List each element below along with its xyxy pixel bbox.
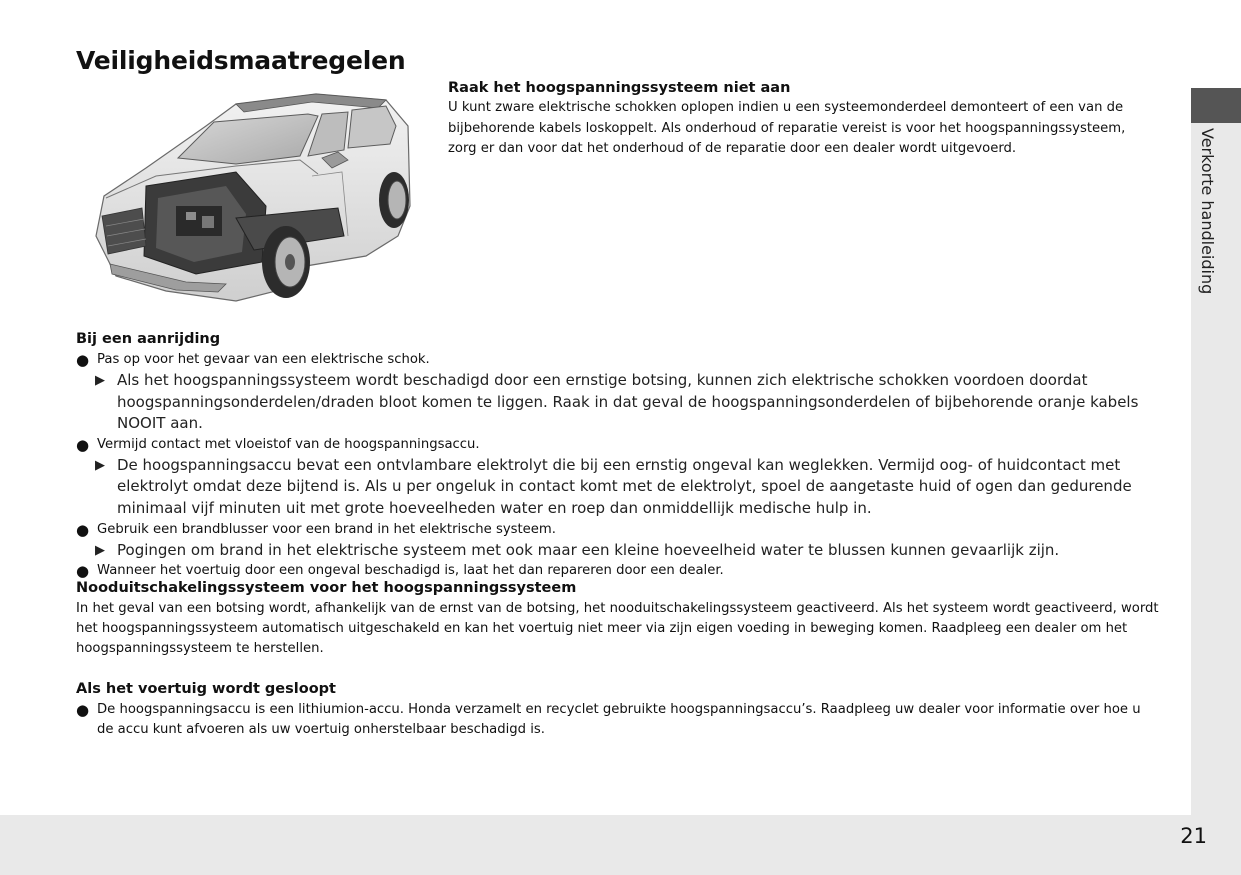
list-item — [76, 435, 1161, 455]
collision-section — [76, 330, 1161, 581]
arrow-icon: ▶ — [95, 373, 105, 388]
car-cutaway-illustration — [86, 86, 420, 308]
bullet-icon: ● — [76, 351, 90, 369]
scrapping-section — [76, 680, 1161, 740]
list-item — [76, 700, 1161, 740]
bullet-icon: ● — [76, 520, 90, 539]
footer-bar — [0, 815, 1191, 875]
sub-text: Pogingen om brand in het elektrische systeem met ook maar een kleine hoeveelheid water te blussen kunnen gevaarlijk zijn. — [117, 540, 1060, 559]
scrapping-heading: Als het voertuig wordt gesloopt — [76, 681, 336, 697]
intro-heading: Raak het hoogspanningssysteem niet aan — [448, 80, 791, 96]
arrow-icon: ▶ — [95, 542, 105, 558]
list-item — [76, 520, 1161, 540]
bullet-text: Vermijd contact met vloeistof van de hoogspanningsaccu. — [97, 436, 480, 452]
sub-text: Als het hoogspanningssysteem wordt beschadigd door een ernstige botsing, kunnen zich elektrische schokken voordoen doordat hoogspanningsonderdelen/draden bloot komen te liggen. Raak in dat geval de hoogspanningsonderdelen of bijbehorende oranje kabels NOOIT aan. — [117, 371, 1139, 433]
sub-text: De hoogspanningsaccu bevat een ontvlambare elektrolyt die bij een ernstig ongeval kan weglekken. Vermijd oog- of huidcontact met elektrolyt omdat deze bijtend is. Als u per ongeluk in contact komt met de elektrolyt, spoel de aangetaste huid of ogen dan gedurende minimaal vijf minuten uit met grote hoeveelheden water en roep dan onmiddellijk medische hulp in. — [117, 455, 1132, 517]
bullet-text: Wanneer het voertuig door een ongeval beschadigd is, laat het dan repareren door een dealer. — [97, 563, 724, 579]
bullet-icon: ● — [76, 562, 90, 581]
page-title: Veiligheidsmaatregelen — [76, 46, 406, 75]
emergency-shutoff-section — [76, 579, 1161, 659]
side-tab-label: Verkorte handleiding — [1198, 128, 1217, 295]
sub-item — [76, 455, 1161, 520]
list-item — [76, 350, 1161, 370]
sub-item — [76, 540, 1161, 562]
intro-text: U kunt zware elektrische schokken oplopen indien u een systeemonderdeel demonteert of een van de bijbehorende kabels loskoppelt. Als onderhoud of reparatie vereist is voor het hoogspanningssysteem, zorg er dan voor dat het onderhoud of de reparatie door een dealer wordt uitgevoerd. — [448, 100, 1126, 157]
side-tab-marker — [1191, 88, 1241, 123]
sub-item — [76, 370, 1161, 435]
bullet-text: De hoogspanningsaccu is een lithiumion-accu. Honda verzamelt en recyclet gebruikte hoogspanningsaccu’s. Raadpleeg uw dealer voor informatie over hoe u de accu kunt afvoeren als uw voertuig onherstelbaar beschadigd is. — [97, 702, 1141, 737]
emergency-shutoff-text: In het geval van een botsing wordt, afhankelijk van de ernst van de botsing, het nooduitschakelingssysteem geactiveerd. Als het systeem wordt geactiveerd, wordt het hoogspanningssysteem automatisch uitgeschakeld en kan het voertuig niet meer via zijn eigen voeding in beweging komen. Raadpleeg een dealer om het hoogspanningssysteem te herstellen. — [76, 601, 1159, 656]
bullet-text: Gebruik een brandblusser voor een brand in het elektrische systeem. — [97, 521, 556, 537]
collision-heading: Bij een aanrijding — [76, 331, 221, 347]
bullet-icon: ● — [76, 435, 90, 454]
bullet-icon: ● — [76, 701, 90, 719]
arrow-icon: ▶ — [95, 457, 105, 473]
emergency-shutoff-heading: Nooduitschakelingssysteem voor het hoogspanningssysteem — [76, 580, 577, 596]
page-number: 21 — [1180, 824, 1207, 848]
intro-section — [448, 80, 1148, 160]
bullet-text: Pas op voor het gevaar van een elektrische schok. — [97, 352, 430, 367]
